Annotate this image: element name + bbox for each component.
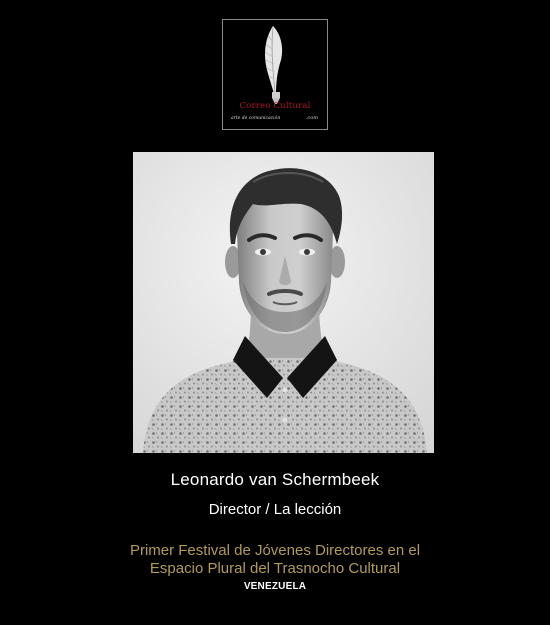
- quill-pen-icon: [251, 24, 301, 106]
- person-name: Leonardo van Schermbeek: [170, 470, 380, 489]
- portrait-photo: [133, 152, 434, 453]
- country-label: VENEZUELA: [243, 581, 307, 592]
- correo-cultural-logo: [222, 19, 328, 130]
- festival-title-line-2: Espacio Plural del Trasnocho Cultural: [149, 560, 401, 577]
- logo-tagline: arte de comunicación: [231, 116, 281, 121]
- portrait-image: [133, 152, 434, 453]
- person-role: Director / La lección: [208, 501, 342, 518]
- logo-domain-suffix: .com: [305, 115, 318, 121]
- logo-wordmark: Correo Cultural: [239, 101, 311, 111]
- festival-title-line-1: Primer Festival de Jóvenes Directores en el: [129, 542, 421, 559]
